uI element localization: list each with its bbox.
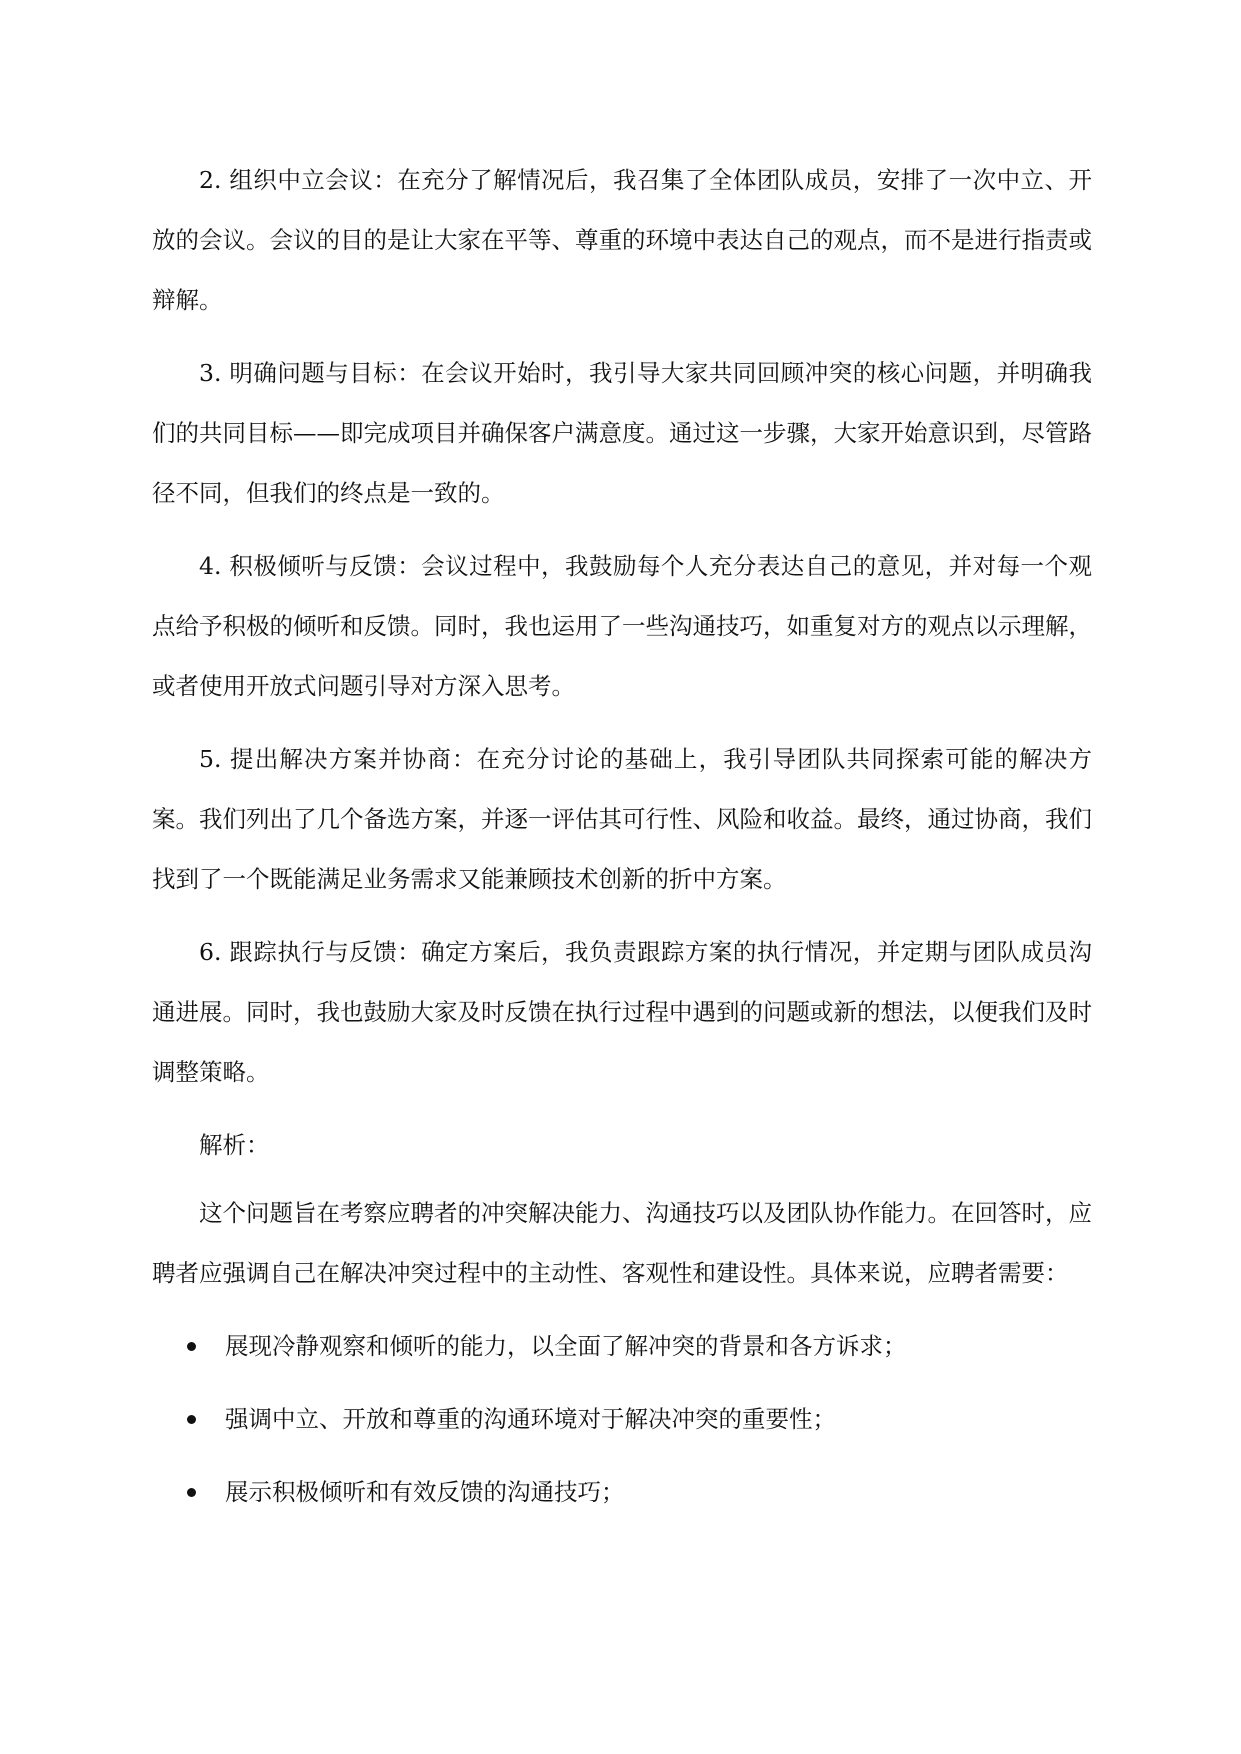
paragraph-step-2: 2. 组织中立会议：在充分了解情况后，我召集了全体团队成员，安排了一次中立、开放的会议。会议的目的是让大家在平等、尊重的环境中表达自己的观点，而不是进行指责或辩解。 [152,166,1092,314]
paragraph-step-5: 5. 提出解决方案并协商：在充分讨论的基础上，我引导团队共同探索可能的解决方案。我们列出了几个备选方案，并逐一评估其可行性、风险和收益。最终，通过协商，我们找到了一个既能满足业务需求又能兼顾技术创新的折中方案。 [152,745,1092,893]
bullet-item [152,1462,1092,1522]
bullet-list [152,1316,1092,1522]
analysis-paragraph: 这个问题旨在考察应聘者的冲突解决能力、沟通技巧以及团队协作能力。在回答时，应聘者应强调自己在解决冲突过程中的主动性、客观性和建设性。具体来说，应聘者需要： [152,1199,1092,1287]
bullet-text: 强调中立、开放和尊重的沟通环境对于解决冲突的重要性； [225,1405,836,1433]
bullet-text: 展现冷静观察和倾听的能力，以全面了解冲突的背景和各方诉求； [225,1332,907,1360]
bullet-icon [187,1415,196,1424]
document-page [152,150,1092,1535]
paragraph-step-3: 3. 明确问题与目标：在会议开始时，我引导大家共同回顾冲突的核心问题，并明确我们的共同目标——即完成项目并确保客户满意度。通过这一步骤，大家开始意识到，尽管路径不同，但我们的终点是一致的。 [152,359,1092,507]
bullet-text: 展示积极倾听和有效反馈的沟通技巧； [225,1478,625,1506]
paragraph-step-4: 4. 积极倾听与反馈：会议过程中，我鼓励每个人充分表达自己的意见，并对每一个观点给予积极的倾听和反馈。同时，我也运用了一些沟通技巧，如重复对方的观点以示理解，或者使用开放式问题引导对方深入思考。 [152,552,1092,700]
bullet-icon [187,1488,196,1497]
bullet-icon [187,1342,196,1351]
bullet-item [152,1389,1092,1449]
paragraph-step-6: 6. 跟踪执行与反馈：确定方案后，我负责跟踪方案的执行情况，并定期与团队成员沟通进展。同时，我也鼓励大家及时反馈在执行过程中遇到的问题或新的想法，以便我们及时调整策略。 [152,938,1092,1086]
bullet-item [152,1316,1092,1376]
analysis-label: 解析： [199,1131,270,1159]
